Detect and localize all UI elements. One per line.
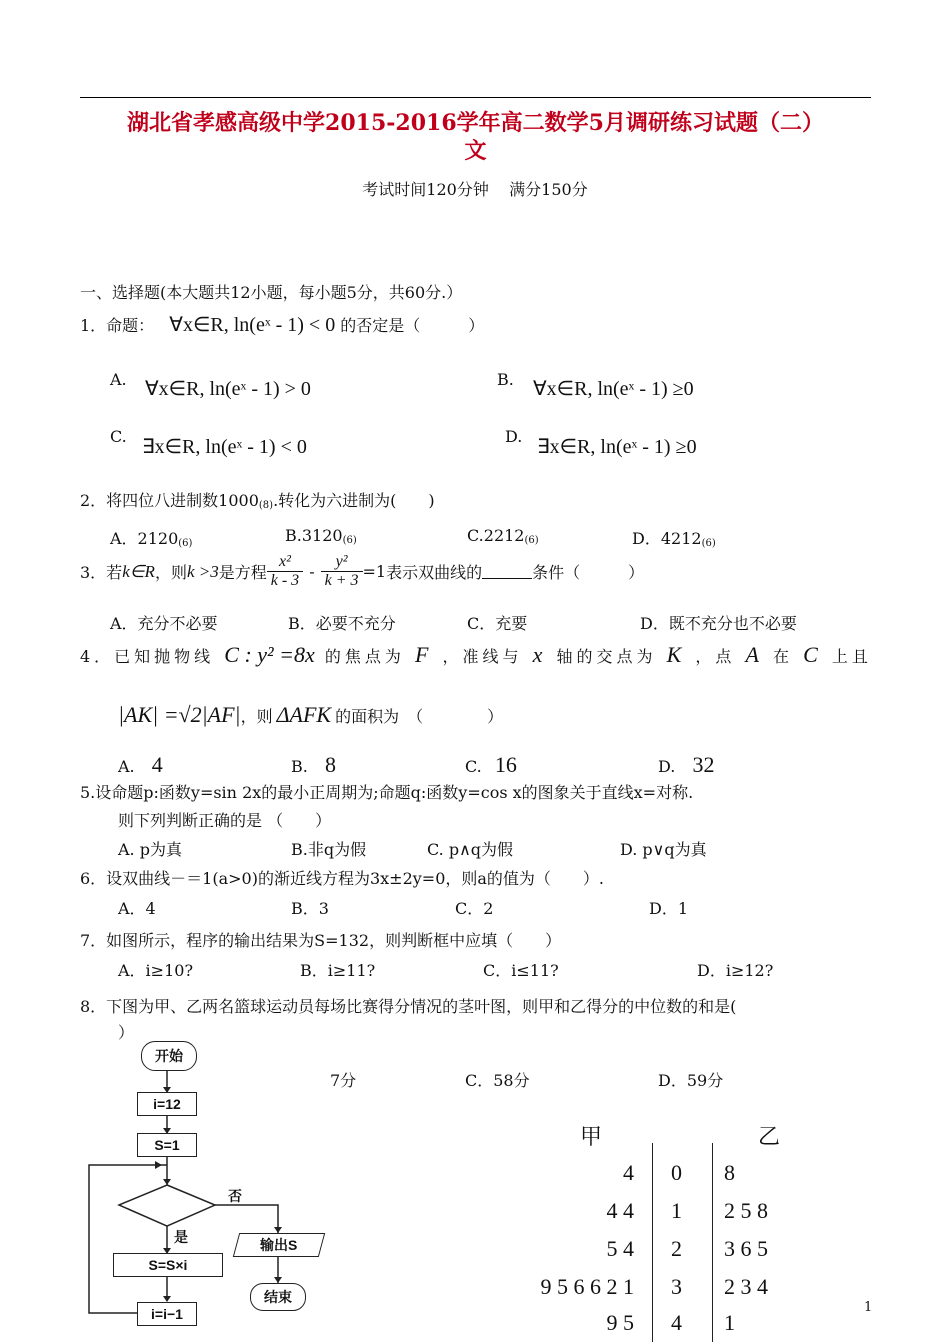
flow-output: 输出S (233, 1233, 325, 1257)
q2-option-b: $B.3120_{(6)}$ (285, 526, 357, 546)
flow-update-s: S=S×i (113, 1253, 223, 1277)
q1-num: 1．命题： (80, 316, 155, 335)
q3-fraction-y: $\frac{\text{y²}}{k + 3}$ (321, 553, 363, 590)
q1-tail: 的否定是（ ） (340, 316, 485, 335)
q1-option-b-label: B. (497, 370, 514, 389)
q7-stem: 7．如图所示，程序的输出结果为S=132，则判断框中应填（ ） (80, 931, 562, 950)
stemleaf-stem: 2 (671, 1236, 682, 1261)
stemleaf-left-leaves: 4 (623, 1160, 634, 1185)
stemleaf-stem: 4 (671, 1310, 682, 1335)
stemleaf-right-leaves: 2 5 8 (724, 1198, 768, 1223)
q7-option-d: D．i≥12? (697, 961, 774, 980)
q3-stem: 3．若 k∈R ，则 k >3 是方程 $\frac{\text{x²}}{k - 3}$ - $\frac{\text{y²}}{k + 3}$ =1 表示双曲线的 条件（ ） (80, 553, 645, 589)
stemleaf-divider-right (712, 1143, 713, 1342)
q4-stem-line2: |AK| =√2|AF| ，则 ΔAFK 的面积为 （ ） (118, 702, 504, 727)
q3-blank (482, 564, 532, 579)
q4-option-a: A. 4 (118, 752, 163, 777)
q5-stem-line1: 5.设命题p:函数y=sin 2x的最小正周期为;命题q:函数y=cos x的图象关于直线x=对称. (80, 783, 694, 802)
q6-option-c: C．2 (455, 899, 494, 918)
stemleaf-left-leaves: 5 4 (606, 1236, 634, 1261)
q2-sub: (8) (258, 500, 274, 511)
flow-init-i: i=12 (137, 1092, 197, 1116)
q5-option-a: A. p为真 (118, 840, 182, 859)
q5-option-c: C. p∧q为假 (427, 840, 514, 859)
q1-stem (80, 312, 484, 337)
stemleaf-stem: 3 (671, 1274, 682, 1299)
q8-stem-wrap: ） (118, 1023, 135, 1042)
q8-stem: 8．下图为甲、乙两名篮球运动员每场比赛得分情况的茎叶图，则甲和乙得分的中位数的和是( (80, 997, 737, 1016)
title-line1: 湖北省孝感高级中学2015-2016学年高二数学5月调研练习试题（二） (127, 110, 824, 136)
section1-heading: 一、选择题(本大题共12小题，每小题5分，共60分.） (80, 283, 463, 302)
flow-no-label: 否 (228, 1188, 242, 1204)
q1-option-d: ∃x∈R, ln(eˣ - 1) ≥0 (537, 436, 697, 458)
q4-option-c: C. 16 (465, 752, 517, 777)
stemleaf-divider-left (652, 1143, 653, 1342)
stemleaf-right-leaves: 8 (724, 1160, 735, 1185)
q6-option-a: A．4 (118, 899, 156, 918)
stemleaf-left-leaves: 9 5 (606, 1310, 634, 1335)
q6-option-b: B．3 (291, 899, 329, 918)
exam-info: 考试时间120分钟 满分150分 (362, 180, 588, 199)
flow-start: 开始 (141, 1041, 197, 1071)
q2-stem (80, 488, 435, 511)
q4-option-b: B. 8 (291, 752, 336, 777)
stemleaf-stem: 0 (671, 1160, 682, 1185)
q8-option-b-tail: 7分 (330, 1071, 357, 1090)
q2-tail: .转化为六进制为( ) (273, 491, 435, 510)
stemleaf-stem: 1 (671, 1198, 682, 1223)
flow-end: 结束 (250, 1283, 306, 1311)
q6-stem: 6．设双曲线－＝1(a>0)的渐近线方程为3x±2y=0，则a的值为（ ）. (80, 869, 605, 888)
stemleaf-right-leaves: 3 6 5 (724, 1236, 768, 1261)
flowchart-lines (85, 1035, 345, 1342)
q3-option-b: B．必要不充分 (288, 614, 396, 633)
flow-update-i: i=i−1 (137, 1302, 197, 1326)
stemleaf-left-leaves: 4 4 (606, 1198, 634, 1223)
flow-yes-label: 是 (174, 1229, 188, 1245)
stemleaf-right-leaves: 2 3 4 (724, 1274, 768, 1299)
q2-text: 2．将四位八进制数1000 (80, 491, 259, 510)
q6-option-d: D．1 (649, 899, 689, 918)
q4-option-d: D. 32 (658, 752, 715, 777)
q1-option-b: ∀x∈R, ln(eˣ - 1) ≥0 (533, 378, 694, 400)
q1-option-a-label: A. (110, 370, 127, 389)
q5-option-d: D. p∨q为真 (620, 840, 707, 859)
q1-option-d-label: D. (505, 427, 523, 446)
q5-option-b: B.非q为假 (291, 840, 367, 859)
q7-option-a: A．i≥10? (118, 961, 194, 980)
stemleaf-left-leaves: 9 5 6 6 2 1 (540, 1274, 634, 1299)
q1-option-a: ∀x∈R, ln(eˣ - 1) > 0 (145, 378, 311, 400)
q3-option-d: D．既不充分也不必要 (640, 614, 797, 633)
stemleaf-right-title: 乙 (758, 1124, 781, 1149)
q2-option-d: D．$4212_{(6)}$ (632, 529, 716, 549)
flow-init-s: S=1 (137, 1133, 197, 1157)
q8-option-c: C．58分 (465, 1071, 530, 1090)
q3-option-c: C．充要 (467, 614, 528, 633)
q1-option-c: ∃x∈R, ln(eˣ - 1) < 0 (142, 436, 307, 458)
q5-stem-line2: 则下列判断正确的是 （ ） (118, 811, 332, 830)
q3-option-a: A．充分不必要 (110, 614, 218, 633)
stemleaf-left-title: 甲 (580, 1124, 603, 1149)
q7-option-b: B．i≥11? (300, 961, 376, 980)
q4-stem-line1: 4．已知抛物线 C : y² =8x 的焦点为 F ，准线与 x 轴的交点为 K ，点 A 在 C 上且 (80, 642, 872, 667)
q2-option-c: $C.2212_{(6)}$ (467, 526, 539, 546)
q1-option-c-label: C. (110, 427, 127, 446)
top-rule (80, 97, 871, 98)
q8-option-d: D．59分 (658, 1071, 724, 1090)
title-line2: 文 (464, 138, 487, 164)
q3-fraction-x: $\frac{\text{x²}}{k - 3}$ (267, 553, 303, 590)
page-number: 1 (864, 1300, 873, 1315)
stemleaf-right-leaves: 1 (724, 1310, 735, 1335)
q1-formula: ∀x∈R, ln(eˣ - 1) < 0 (169, 314, 336, 336)
q2-option-a: A．$2120_{(6)}$ (110, 529, 193, 549)
q7-option-c: C．i≤11? (483, 961, 559, 980)
